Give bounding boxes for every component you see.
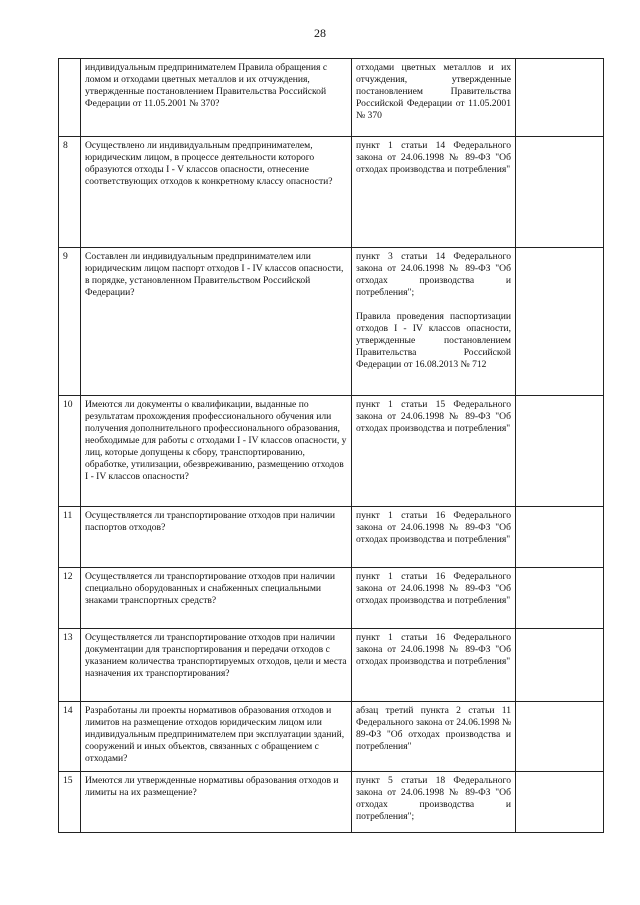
empty-cell: [516, 702, 604, 772]
legal-reference: [352, 568, 516, 629]
empty-cell: [516, 137, 604, 248]
check-question: Имеются ли утвержденные нормативы образования отходов и лимиты на их размещение?: [81, 772, 352, 833]
empty-cell: [516, 568, 604, 629]
row-number: 15: [59, 772, 81, 833]
table-row: [59, 248, 604, 396]
row-number: 14: [59, 702, 81, 772]
row-number: 8: [59, 137, 81, 248]
check-question: Осуществляется ли транспортирование отходов при наличии паспортов отходов?: [81, 507, 352, 568]
empty-cell: [516, 772, 604, 833]
check-question: Осуществляется ли транспортирование отходов при наличии документации для транспортирования и передачи отходов с указанием количества транспортируемых отходов, цели и места назначения их транспортирования?: [81, 629, 352, 702]
check-question: Осуществлено ли индивидуальным предпринимателем, юридическим лицом, в процессе деятельности которого образуются отходы I - V классов опасности, отнесение соответствующих отходов к конкретному классу опасности?: [81, 137, 352, 248]
check-question: Составлен ли индивидуальным предпринимателем или юридическим лицом паспорт отходов I - IV классов опасности, в порядке, установленном Правительством Российской Федерации?: [81, 248, 352, 396]
legal-reference: [352, 59, 516, 137]
legal-reference: [352, 248, 516, 396]
reference-text: Правила проведения паспортизации отходов I - IV классов опасности, утвержденные постановлением Правительства Российской Федерации от 16.08.2013 № 712: [356, 311, 511, 370]
check-question: индивидуальным предпринимателем Правила обращения с ломом и отходами цветных металлов и их отчуждения, утвержденные постановлением Правительства Российской Федерации от 11.05.2001 № 370?: [81, 59, 352, 137]
empty-cell: [516, 396, 604, 507]
table-row: [59, 507, 604, 568]
reference-text: пункт 5 статьи 18 Федерального закона от 24.06.1998 № 89-ФЗ "Об отходах производства и потребления";: [356, 775, 511, 822]
legal-reference: [352, 702, 516, 772]
check-question: Осуществляется ли транспортирование отходов при наличии специально оборудованных и снабженных специальными знаками транспортных средств?: [81, 568, 352, 629]
legal-reference: [352, 772, 516, 833]
row-number: 9: [59, 248, 81, 396]
empty-cell: [516, 507, 604, 568]
row-number: 13: [59, 629, 81, 702]
row-number: [59, 59, 81, 137]
reference-text: пункт 1 статьи 16 Федерального закона от 24.06.1998 № 89-ФЗ "Об отходах производства и потребления": [356, 510, 511, 545]
table-row: [59, 772, 604, 833]
table-row: [59, 568, 604, 629]
reference-text: пункт 1 статьи 16 Федерального закона от 24.06.1998 № 89-ФЗ "Об отходах производства и потребления": [356, 571, 511, 606]
reference-text: отходами цветных металлов и их отчуждения, утвержденные постановлением Правительства Российской Федерации от 11.05.2001 № 370: [356, 62, 511, 121]
table-row: [59, 629, 604, 702]
reference-text: пункт 1 статьи 15 Федерального закона от 24.06.1998 № 89-ФЗ "Об отходах производства и потребления": [356, 399, 511, 434]
legal-reference: [352, 396, 516, 507]
checklist-table: [58, 58, 604, 833]
legal-reference: [352, 507, 516, 568]
reference-text: пункт 1 статьи 16 Федерального закона от 24.06.1998 № 89-ФЗ "Об отходах производства и потребления": [356, 632, 511, 667]
row-number: 10: [59, 396, 81, 507]
legal-reference: [352, 629, 516, 702]
reference-text: пункт 3 статьи 14 Федерального закона от 24.06.1998 № 89-ФЗ "Об отходах производства и потребления";: [356, 251, 511, 298]
reference-text: пункт 1 статьи 14 Федерального закона от 24.06.1998 № 89-ФЗ "Об отходах производства и потребления": [356, 140, 511, 175]
row-number: 11: [59, 507, 81, 568]
empty-cell: [516, 629, 604, 702]
empty-cell: [516, 248, 604, 396]
empty-cell: [516, 59, 604, 137]
page-number: 28: [314, 26, 326, 40]
row-number: 12: [59, 568, 81, 629]
check-question: Имеются ли документы о квалификации, выданные по результатам прохождения профессионального обучения или получения дополнительного профессионального образования, необходимые для работы с отходами I - IV классов опасности, у лиц, которые допущены к сбору, транспортированию, обработке, утилизации, обезвреживанию, размещению отходов I - IV классов опасности?: [81, 396, 352, 507]
table-row: [59, 137, 604, 248]
reference-text: абзац третий пункта 2 статьи 11 Федерального закона от 24.06.1998 № 89-ФЗ "Об отходах производства и потребления": [356, 705, 511, 752]
legal-reference: [352, 137, 516, 248]
check-question: Разработаны ли проекты нормативов образования отходов и лимитов на размещение отходов юридическим лицом или индивидуальным предпринимателем при эксплуатации зданий, сооружений и иных объектов, связанных с обращением с отходами?: [81, 702, 352, 772]
table-row: [59, 702, 604, 772]
table-row: [59, 396, 604, 507]
table-row: [59, 59, 604, 137]
